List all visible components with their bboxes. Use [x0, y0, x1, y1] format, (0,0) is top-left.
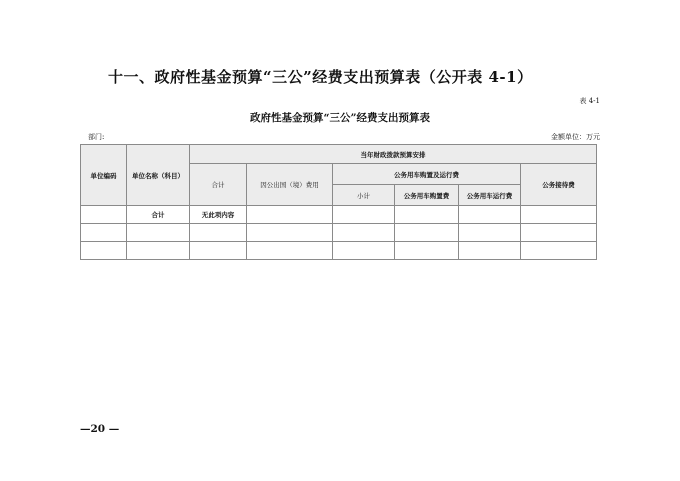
header-vehicle-subtotal: 小计: [333, 185, 395, 206]
section-title: 十一、政府性基金预算“三公”经费支出预算表（公开表 4-1）: [108, 68, 533, 86]
unit-label: 金额单位：万元: [551, 133, 600, 141]
cell-code: [81, 242, 127, 260]
header-reception: 公务接待费: [521, 164, 597, 206]
cell-vehicle-operation: [459, 242, 521, 260]
header-total: 合计: [190, 164, 247, 206]
header-overseas: 因公出国（境）费用: [247, 164, 333, 206]
cell-vehicle-purchase: [395, 224, 459, 242]
cell-reception: [521, 206, 597, 224]
cell-vehicle-subtotal: [333, 206, 395, 224]
budget-table: [80, 144, 597, 260]
cell-overseas: [247, 224, 333, 242]
cell-overseas: [247, 242, 333, 260]
table-row: [81, 242, 597, 260]
cell-vehicle-purchase: [395, 242, 459, 260]
page-number: —20 —: [80, 423, 120, 435]
header-vehicle-operation: 公务用车运行费: [459, 185, 521, 206]
header-vehicle-group: 公务用车购置及运行费: [333, 164, 521, 185]
table-row: [81, 206, 597, 224]
table-row: [81, 224, 597, 242]
cell-vehicle-operation: [459, 206, 521, 224]
header-vehicle-purchase: 公务用车购置费: [395, 185, 459, 206]
cell-vehicle-operation: [459, 224, 521, 242]
table-number: 表 4-1: [579, 97, 600, 105]
header-unit-name: 单位名称（科目）: [127, 145, 190, 206]
cell-total: [190, 242, 247, 260]
department-label: 部门:: [88, 133, 105, 141]
cell-overseas: [247, 206, 333, 224]
cell-code: [81, 224, 127, 242]
cell-reception: [521, 242, 597, 260]
cell-name: [127, 224, 190, 242]
header-current-year-budget: 当年财政拨款预算安排: [190, 145, 597, 164]
cell-vehicle-subtotal: [333, 224, 395, 242]
header-unit-code: 单位编码: [81, 145, 127, 206]
cell-vehicle-subtotal: [333, 242, 395, 260]
table-title: 政府性基金预算“三公”经费支出预算表: [249, 112, 431, 124]
cell-total: 无此项内容: [190, 206, 247, 224]
cell-reception: [521, 224, 597, 242]
cell-name: [127, 242, 190, 260]
cell-total: [190, 224, 247, 242]
cell-code: [81, 206, 127, 224]
cell-vehicle-purchase: [395, 206, 459, 224]
cell-name: 合计: [127, 206, 190, 224]
